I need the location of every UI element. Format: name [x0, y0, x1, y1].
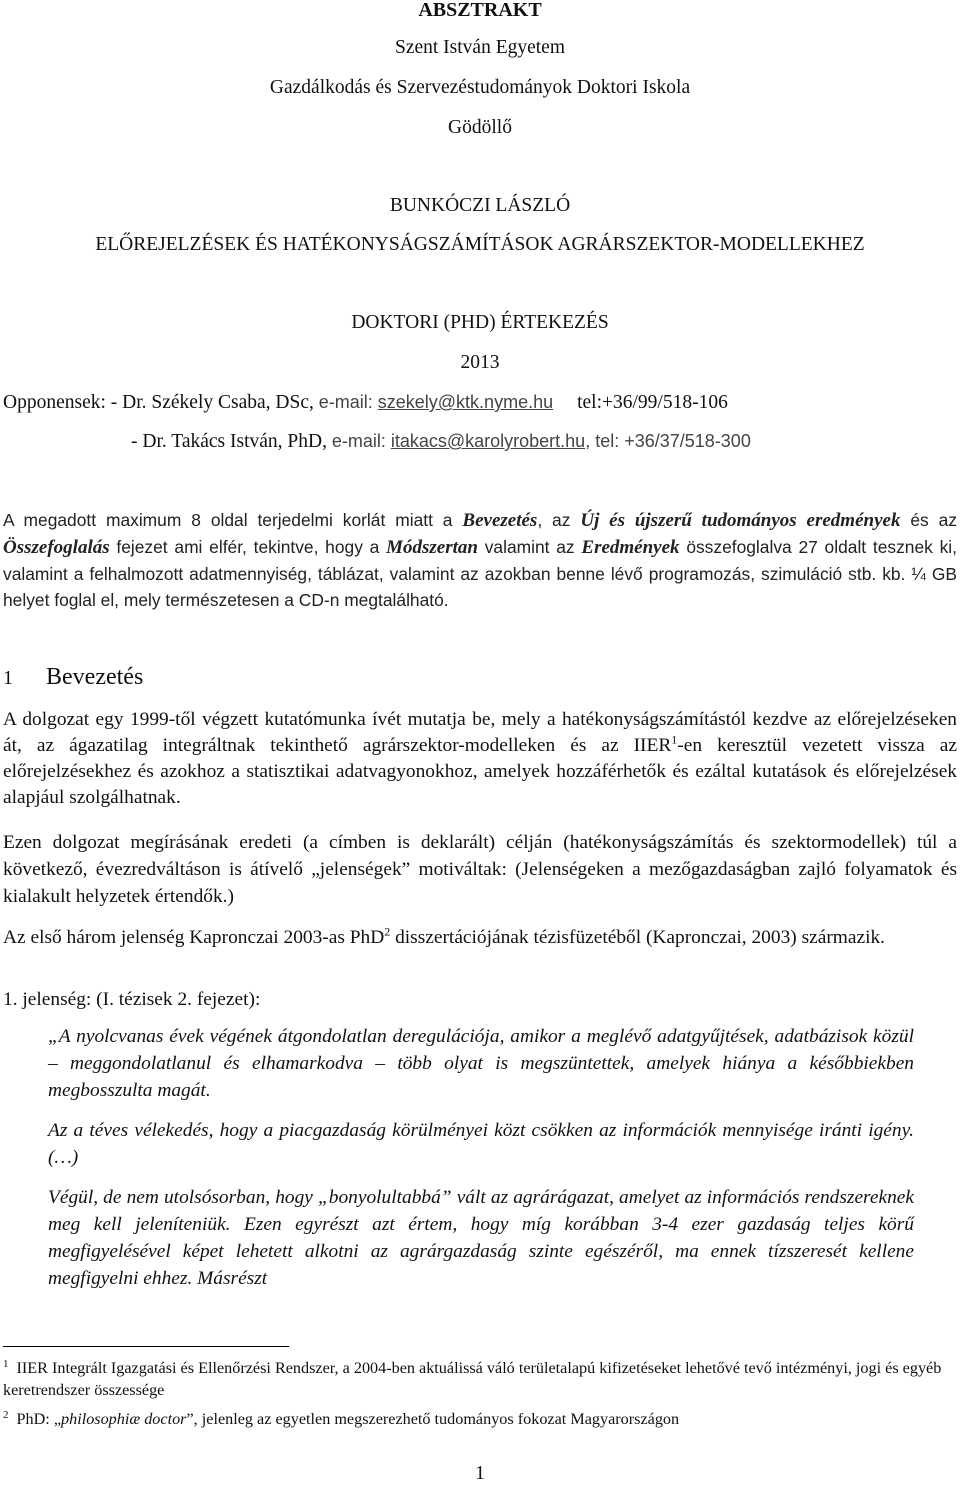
body-text: A dolgozat egy 1999-től végzett kutatómunka ívét mutatja be, mely a hatékonyságszámítástól kezdve az előrejelzéseken át, az ágazatilag integráltnak tekinthető agrárszektor-modelleken és az IIER	[3, 709, 957, 756]
section-number: 1	[3, 667, 13, 689]
footnote-2-text: ”, jelenleg az egyetlen megszerezhető tudományos fokozat Magyarországon	[186, 1410, 680, 1428]
footnote-1-mark: 1	[3, 1357, 9, 1370]
opponent-2-email-link[interactable]: itakacs@karolyrobert.hu	[390, 431, 586, 451]
footnote-ref-1[interactable]: 1	[671, 732, 678, 747]
abstract-emphasis: Módszertan	[386, 537, 478, 558]
footnote-2-italic: philosophiæ doctor	[61, 1410, 187, 1428]
abstract-emphasis: Új és újszerű tudományos eredmények	[580, 510, 901, 531]
footnote-ref-2[interactable]: 2	[384, 924, 391, 939]
opponent-1-email-link[interactable]: szekely@ktk.nyme.hu	[377, 392, 554, 412]
city: Gödöllő	[448, 117, 512, 138]
university-name: Szent István Egyetem	[394, 37, 566, 58]
body-paragraph-3	[3, 924, 957, 951]
abstract-text: , az	[537, 510, 581, 530]
body-paragraph-1	[3, 707, 957, 811]
abstract-paragraph	[3, 507, 957, 613]
abstract-text: fejezet ami elfér, tekintve, hogy a	[109, 537, 387, 557]
quote-paragraph-1: „A nyolcvanas évek végének átgondolatlan deregulációja, amikor a meglévő adatgyűjtések, adatbázisok közül – meggondolatlanul és elhamarkodva – több olyat is megszüntettek, amelyek hiánya a későbbiekben megbosszulta magát.	[48, 1026, 914, 1101]
body-text: disszertációjának tézisfüzetéből (Kapronczai, 2003) származik.	[390, 927, 886, 948]
body-text: Az első három jelenség Kapronczai 2003-as PhD	[3, 927, 385, 948]
opponent-2-tel: , tel: +36/37/518-300	[585, 431, 751, 451]
body-paragraph-2: Ezen dolgozat megírásának eredeti (a címben is deklarált) célján (hatékonyságszámítás és szektormodellek) túl a következő, évezredváltáson is átívelő „jelenségek” motiváltak: (Jelenségeken a mezőgazdaságban zajló folyamatok és kialakult helyzetek értendők.)	[3, 832, 957, 907]
author-name: BUNKÓCZI LÁSZLÓ	[389, 195, 571, 216]
section-title: Bevezetés	[46, 664, 144, 690]
footnote-2	[3, 1408, 957, 1430]
quote-paragraph-2: Az a téves vélekedés, hogy a piacgazdaság körülményei közt csökken az információk mennyisége iránti igény. (…)	[48, 1120, 914, 1168]
abstract-emphasis: Összefoglalás	[3, 537, 110, 558]
year: 2013	[460, 352, 500, 373]
section-heading	[3, 664, 143, 691]
opponent-1-name: - Dr. Székely Csaba, DSc,	[110, 392, 319, 413]
opponent-1-tel: tel:+36/99/518-106	[577, 392, 728, 413]
abstract-emphasis: Bevezetés	[462, 510, 538, 531]
abstract-text: összefoglalva 27 oldalt tesznek ki, valamint a felhalmozott adatmennyiség, táblázat, valamint az azokban benne lévő programozás, szimuláció stb. kb. ¼ GB helyet foglal el, mely természetesen a CD-n megtalálható.	[3, 537, 957, 610]
footnote-1-text: IIER Integrált Igazgatási és Ellenőrzési Rendszer, a 2004-ben aktuálissá váló területalapú kifizetéseket lehetővé tevő intézményi, jogi és egyéb keretrendszer összessége	[3, 1359, 942, 1399]
abstract-text: A megadott maximum 8 oldal terjedelmi korlát miatt a	[3, 510, 463, 530]
body-text: -en keresztül vezetett vissza az előrejelzésekhez és azokhoz a statisztikai adatvagyonokhoz, amelyek hozzáférhetők és ezáltal kutatások és előrejelzések alapjául szolgálhatnak.	[3, 735, 957, 808]
doctoral-school: Gazdálkodás és Szervezéstudományok Doktori Iskola	[269, 77, 691, 98]
opponent-2-name: - Dr. Takács István, PhD,	[131, 431, 332, 452]
page-number: 1	[475, 1462, 485, 1484]
opponents-label: Opponensek:	[3, 392, 106, 413]
abstract-emphasis: Eredmények	[581, 537, 680, 558]
footnote-2-text: PhD: „	[16, 1410, 62, 1428]
opponent-1-email-label: e-mail:	[318, 392, 378, 412]
abstract-text: valamint az	[477, 537, 582, 557]
opponent-2-email-label: e-mail:	[331, 431, 391, 451]
footnote-separator	[3, 1346, 289, 1347]
degree-type: DOKTORI (PHD) ÉRTEKEZÉS	[351, 312, 609, 333]
footnote-1	[3, 1357, 957, 1401]
opponent-line-1	[3, 392, 728, 414]
opponent-line-2	[131, 431, 751, 453]
abstract-title: ABSZTRAKT	[418, 0, 542, 21]
footnote-2-mark: 2	[3, 1408, 9, 1421]
abstract-text: és az	[900, 510, 958, 530]
phenomenon-label: 1. jelenség: (I. tézisek 2. fejezet):	[3, 989, 261, 1010]
thesis-title: ELŐREJELZÉSEK ÉS HATÉKONYSÁGSZÁMÍTÁSOK AGRÁRSZEKTOR-MODELLEKHEZ	[95, 234, 865, 255]
quote-paragraph-3: Végül, de nem utolsósorban, hogy „bonyolultabbá” vált az agrárágazat, amelyet az információs rendszereknek meg kell jeleníteniük. Ezen egyrészt azt értem, hogy míg korábban 3-4 ezer gazdaság teljes körű megfigyelésével képet lehetett alkotni az agrárgazdaság szinte egészéről, ma ennek tízszeresét kellene megfigyelni ehhez. Másrészt	[48, 1187, 914, 1289]
